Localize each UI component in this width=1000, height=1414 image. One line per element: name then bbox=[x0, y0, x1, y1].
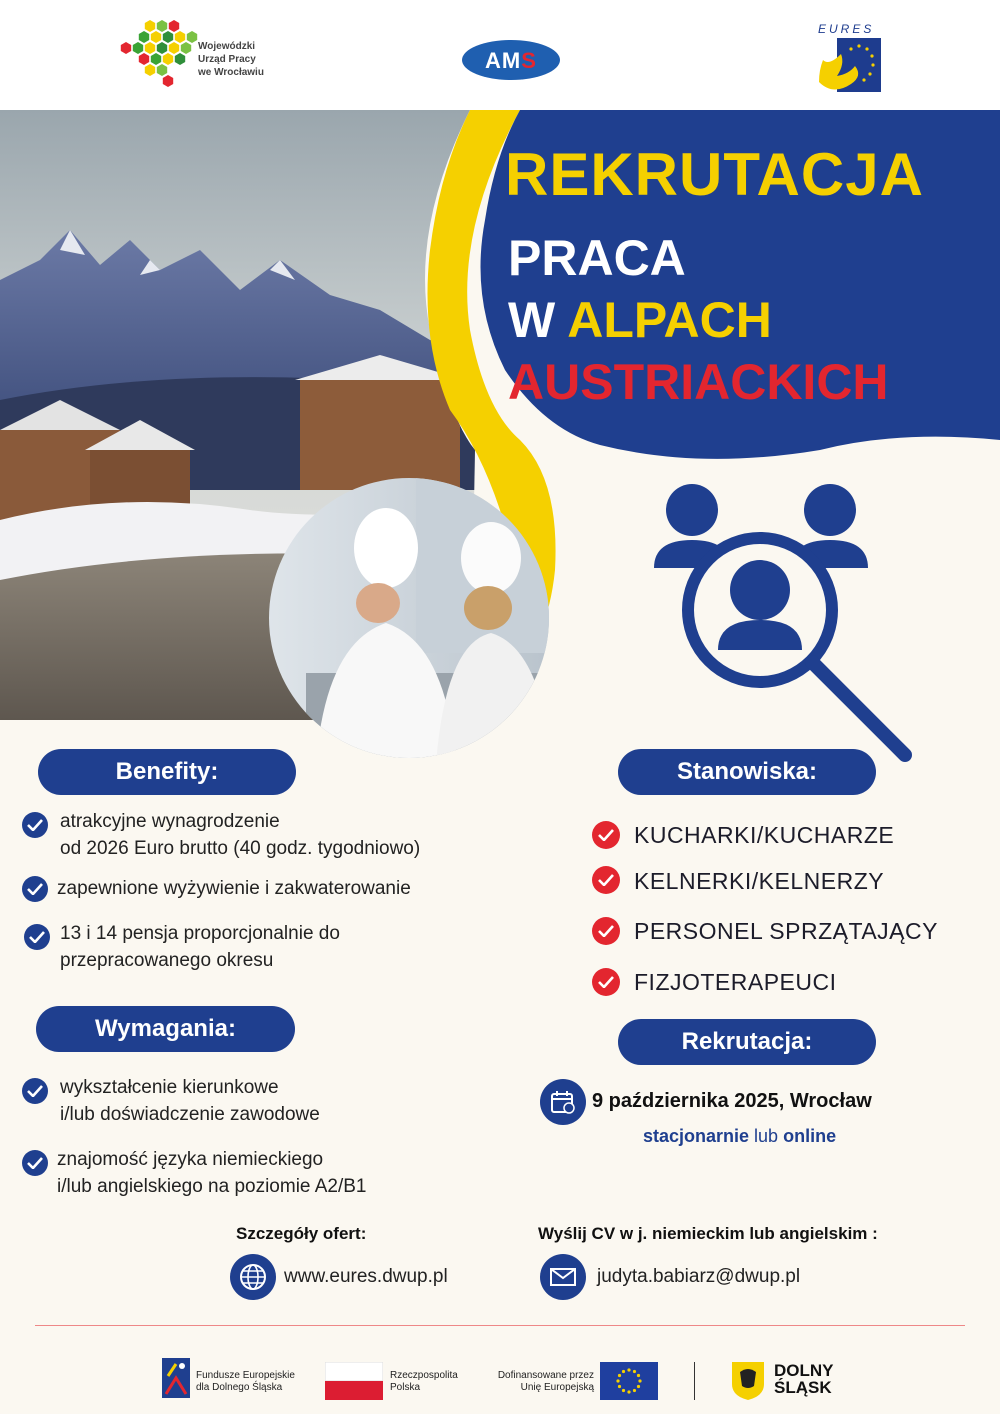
requirements-heading: Wymagania: bbox=[36, 1006, 295, 1052]
mode-onsite: stacjonarnie bbox=[643, 1126, 750, 1146]
eu-flag-star bbox=[622, 1389, 625, 1392]
headline-line-2-b: ALPACH bbox=[567, 292, 772, 348]
people-search-icon bbox=[650, 480, 920, 765]
fe-text-line-1: Fundusze Europejskie bbox=[196, 1370, 295, 1381]
wup-logo-hexagon bbox=[163, 31, 173, 43]
benefit-item-3 bbox=[60, 920, 340, 974]
wup-logo-hexagon bbox=[181, 42, 191, 54]
wup-name-line-1: Wojewódzki bbox=[198, 41, 256, 52]
eu-flag-star bbox=[638, 1379, 641, 1382]
requirement-item-1-line-2: i/lub doświadczenie zawodowe bbox=[60, 1104, 320, 1125]
headline-title: REKRUTACJA bbox=[505, 141, 924, 208]
recruitment-mode bbox=[643, 1126, 836, 1147]
requirement-item-2-line-2: i/lub angielskiego na poziomie A2/B1 bbox=[57, 1176, 367, 1197]
email-link[interactable]: judyta.babiarz@dwup.pl bbox=[597, 1266, 801, 1287]
eu-flag-star bbox=[637, 1385, 640, 1388]
footer-separator bbox=[694, 1362, 695, 1400]
wup-logo-hexagon bbox=[151, 53, 161, 65]
ue-text-line-2: Unię Europejską bbox=[520, 1382, 594, 1393]
benefit-item-1-line-2: od 2026 Euro brutto (40 godz. tygodniowo) bbox=[60, 838, 421, 859]
wup-logo-hexagon bbox=[157, 20, 167, 32]
wup-logo-hexagon bbox=[163, 75, 173, 87]
requirement-item-1 bbox=[60, 1074, 320, 1128]
wup-logo-hexagon bbox=[133, 42, 143, 54]
fe-text bbox=[196, 1370, 295, 1394]
eures-label: EURES bbox=[818, 22, 875, 36]
eu-flag-star bbox=[633, 1389, 636, 1392]
ue-text bbox=[486, 1370, 594, 1394]
ds-text-line-1: DOLNY bbox=[774, 1361, 834, 1380]
wup-logo-hexagon bbox=[169, 42, 179, 54]
recruitment-heading: Rekrutacja: bbox=[618, 1019, 876, 1065]
mode-or: lub bbox=[749, 1126, 784, 1146]
eu-flag-star bbox=[633, 1370, 636, 1373]
check-icon bbox=[22, 812, 48, 838]
wup-logo-hexagon bbox=[145, 42, 155, 54]
position-item-1: KUCHARKI/KUCHARZE bbox=[634, 822, 895, 848]
rp-text-line-2: Polska bbox=[390, 1382, 421, 1393]
eu-flag-star bbox=[622, 1370, 625, 1373]
check-icon bbox=[592, 917, 620, 945]
headline-line-1: PRACA bbox=[508, 230, 686, 286]
ams-logo-text bbox=[462, 48, 560, 74]
positions-heading: Stanowiska: bbox=[618, 749, 876, 795]
wup-logo-hexagon bbox=[175, 53, 185, 65]
eu-flag-icon bbox=[600, 1362, 658, 1400]
chef-photo bbox=[266, 473, 552, 763]
rp-text-line-1: Rzeczpospolita bbox=[390, 1370, 458, 1381]
wup-logo-hexagon bbox=[157, 42, 167, 54]
wup-logo-hexagon bbox=[187, 31, 197, 43]
ds-text bbox=[774, 1362, 834, 1396]
footer-divider bbox=[35, 1325, 965, 1326]
poland-flag-icon bbox=[325, 1362, 383, 1400]
eu-flag-star bbox=[618, 1374, 621, 1377]
benefit-item-1-line-1: atrakcyjne wynagrodzenie bbox=[60, 811, 280, 832]
eu-flag-star bbox=[627, 1390, 630, 1393]
wup-logo-hexagon bbox=[169, 20, 179, 32]
headline-line-2 bbox=[508, 290, 772, 350]
wup-logo-hexagon bbox=[151, 31, 161, 43]
eu-flag-star bbox=[627, 1368, 630, 1371]
fe-logo-icon bbox=[162, 1358, 190, 1398]
headline-line-3: AUSTRIACKICH bbox=[508, 354, 889, 410]
wup-logo-hexagon bbox=[163, 53, 173, 65]
benefit-item-3-line-1: 13 i 14 pensja proporcjonalnie do bbox=[60, 923, 340, 944]
wup-name-line-3: we Wrocławiu bbox=[198, 67, 264, 78]
wup-logo-hexagon bbox=[145, 64, 155, 76]
check-icon bbox=[22, 1078, 48, 1104]
website-link[interactable]: www.eures.dwup.pl bbox=[284, 1266, 448, 1287]
requirement-item-2-line-1: znajomość języka niemieckiego bbox=[57, 1149, 324, 1170]
wup-logo-hexagon bbox=[145, 20, 155, 32]
position-item-2: KELNERKI/KELNERZY bbox=[634, 868, 885, 894]
wup-logo-hexagon bbox=[157, 64, 167, 76]
calendar-icon bbox=[540, 1079, 586, 1125]
headline-line-2-a: W bbox=[508, 292, 568, 348]
check-icon bbox=[592, 866, 620, 894]
benefit-item-2 bbox=[57, 875, 411, 902]
wup-logo-hexagon bbox=[139, 53, 149, 65]
check-icon bbox=[592, 968, 620, 996]
wup-logo-icon bbox=[118, 18, 198, 96]
fe-text-line-2: dla Dolnego Śląska bbox=[196, 1382, 283, 1393]
ams-prefix: AM bbox=[485, 48, 522, 73]
wup-logo-hexagon bbox=[175, 31, 185, 43]
ams-s: S bbox=[521, 48, 537, 73]
mode-online: online bbox=[783, 1126, 837, 1146]
benefit-item-1 bbox=[60, 808, 420, 862]
cv-label: Wyślij CV w j. niemieckim lub angielskim : bbox=[538, 1224, 878, 1243]
benefits-heading: Benefity: bbox=[38, 749, 296, 795]
position-item-4: FIZJOTERAPEUCI bbox=[634, 969, 837, 995]
recruitment-date: 9 października 2025, Wrocław bbox=[592, 1090, 872, 1112]
mail-icon bbox=[540, 1254, 586, 1300]
wup-name-line-2: Urząd Pracy bbox=[198, 54, 256, 65]
ds-text-line-2: ŚLĄSK bbox=[774, 1378, 832, 1397]
rp-text bbox=[390, 1370, 458, 1394]
check-icon bbox=[592, 821, 620, 849]
eu-flag-star bbox=[637, 1374, 640, 1377]
benefit-item-2-line-1: zapewnione wyżywienie i zakwaterowanie bbox=[57, 878, 411, 899]
eu-flag-star bbox=[618, 1385, 621, 1388]
globe-icon bbox=[230, 1254, 276, 1300]
eu-flag-star bbox=[616, 1379, 619, 1382]
check-icon bbox=[24, 924, 50, 950]
wup-name bbox=[198, 40, 264, 79]
position-item-3: PERSONEL SPRZĄTAJĄCY bbox=[634, 918, 938, 944]
ue-text-line-1: Dofinansowane przez bbox=[497, 1370, 594, 1381]
wup-logo-hexagon bbox=[121, 42, 131, 54]
check-icon bbox=[22, 1150, 48, 1176]
details-label: Szczegóły ofert: bbox=[236, 1224, 367, 1243]
check-icon bbox=[22, 876, 48, 902]
wup-logo-hexagon bbox=[139, 31, 149, 43]
ds-crest-icon bbox=[732, 1362, 764, 1400]
requirement-item-2 bbox=[57, 1146, 366, 1200]
requirement-item-1-line-1: wykształcenie kierunkowe bbox=[60, 1077, 279, 1098]
benefit-item-3-line-2: przepracowanego okresu bbox=[60, 950, 274, 971]
eures-logo-icon bbox=[815, 36, 885, 96]
